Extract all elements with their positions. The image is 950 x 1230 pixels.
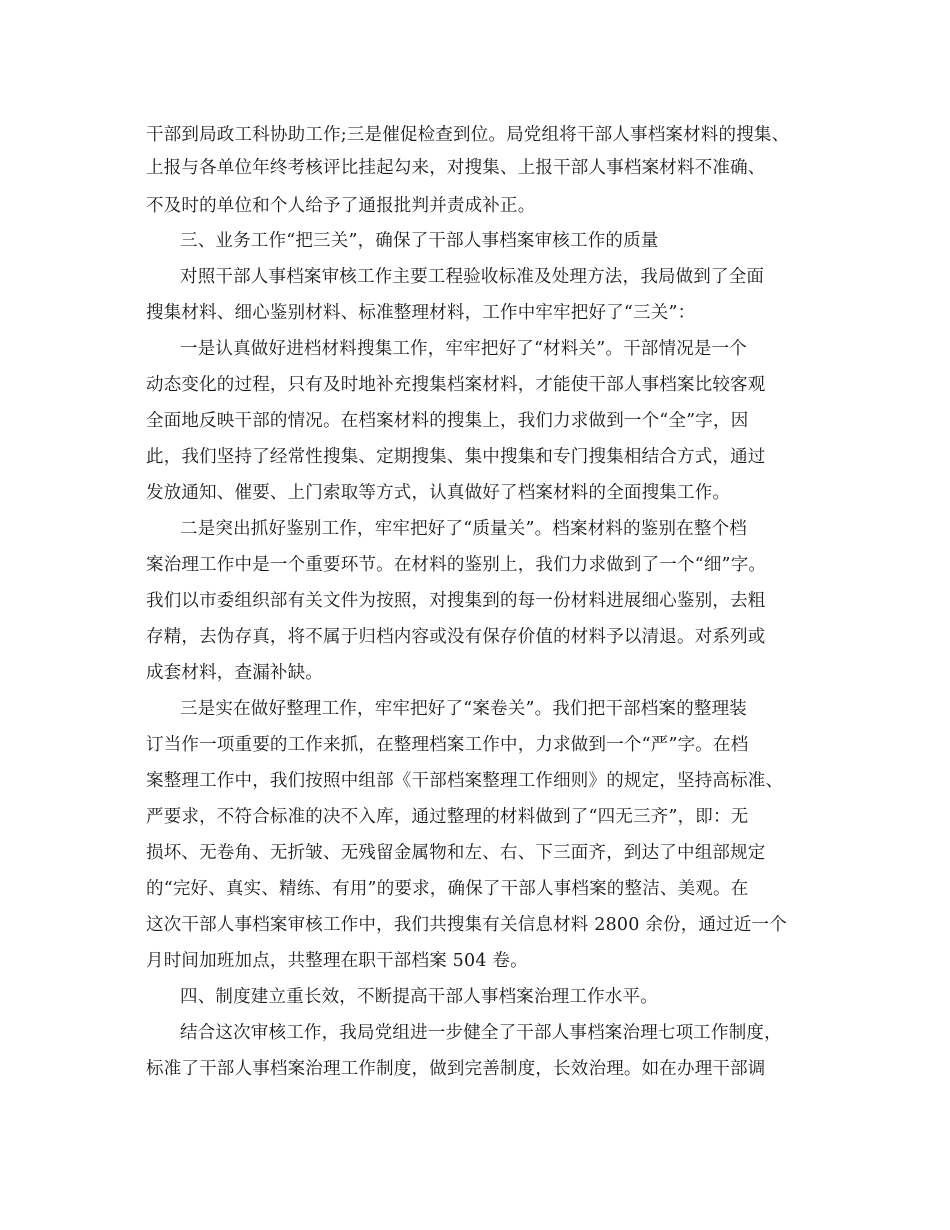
body-line: 全面地反映干部的情况。在档案材料的搜集上，我们力求做到一个“全”字，因 [146, 411, 749, 431]
body-line: 我们以市委组织部有关文件为按照，对搜集到的每一份材料进展细心鉴别，去粗 [146, 591, 766, 611]
body-line: 标准了干部人事档案治理工作制度，做到完善制度，长效治理。如在办理干部调 [146, 1059, 766, 1079]
body-line: 动态变化的过程，只有及时地补充搜集档案材料，才能使干部人事档案比较客观 [146, 375, 766, 395]
section-heading: 四、制度建立重长效，不断提高干部人事档案治理工作水平。 [180, 987, 658, 1007]
body-line: 案整理工作中，我们按照中组部《干部档案整理工作细则》的规定，坚持高标准、 [146, 771, 784, 791]
body-line: 结合这次审核工作，我局党组进一步健全了干部人事档案治理七项工作制度， [180, 1023, 782, 1043]
body-line: 订当作一项重要的工作来抓，在整理档案工作中，力求做到一个“严”字。在档 [146, 735, 749, 755]
body-line: 案治理工作中是一个重要环节。在材料的鉴别上，我们力求做到了一个“细”字。 [146, 555, 767, 575]
body-line: 发放通知、催要、上门索取等方式，认真做好了档案材料的全面搜集工作。 [146, 483, 731, 503]
body-line: 这次干部人事档案审核工作中，我们共搜集有关信息材料 2800 余份，通过近一个 [146, 915, 787, 935]
body-line: 不及时的单位和个人给予了通报批判并责成补正。 [146, 196, 536, 216]
body-line: 损坏、无卷角、无折皱、无残留金属物和左、右、下三面齐，到达了中组部规定 [146, 843, 766, 863]
body-line: 三是实在做好整理工作，牢牢把好了“案卷关”。我们把干部档案的整理装 [180, 699, 747, 719]
body-line: 成套材料，查漏补缺。 [146, 663, 323, 683]
body-line: 上报与各单位年终考核评比挂起勾来，对搜集、上报干部人事档案材料不准确、 [146, 158, 766, 178]
body-line: 存精，去伪存真，将不属于归档内容或没有保存价值的材料予以清退。对系列或 [146, 627, 766, 647]
body-line: 二是突出抓好鉴别工作，牢牢把好了“质量关”。档案材料的鉴别在整个档 [180, 519, 747, 539]
body-line: 对照干部人事档案审核工作主要工程验收标准及处理方法，我局做到了全面 [180, 267, 765, 287]
body-line: 干部到局政工科协助工作;三是催促检查到位。局党组将干部人事档案材料的搜集、 [146, 125, 790, 145]
body-line: 搜集材料、细心鉴别材料、标准整理材料，工作中牢牢把好了“三关”： [146, 303, 696, 323]
body-line: 此，我们坚持了经常性搜集、定期搜集、集中搜集和专门搜集相结合方式，通过 [146, 447, 766, 467]
body-line: 严要求，不符合标准的决不入库，通过整理的材料做到了“四无三齐”，即：无 [146, 807, 749, 827]
body-line: 的“完好、真实、精练、有用”的要求，确保了干部人事档案的整洁、美观。在 [146, 879, 749, 899]
body-line: 月时间加班加点，共整理在职干部档案 504 卷。 [146, 951, 528, 971]
section-heading: 三、业务工作“把三关”，确保了干部人事档案审核工作的质量 [180, 231, 659, 251]
body-line: 一是认真做好进档材料搜集工作，牢牢把好了“材料关”。干部情况是一个 [180, 339, 747, 359]
